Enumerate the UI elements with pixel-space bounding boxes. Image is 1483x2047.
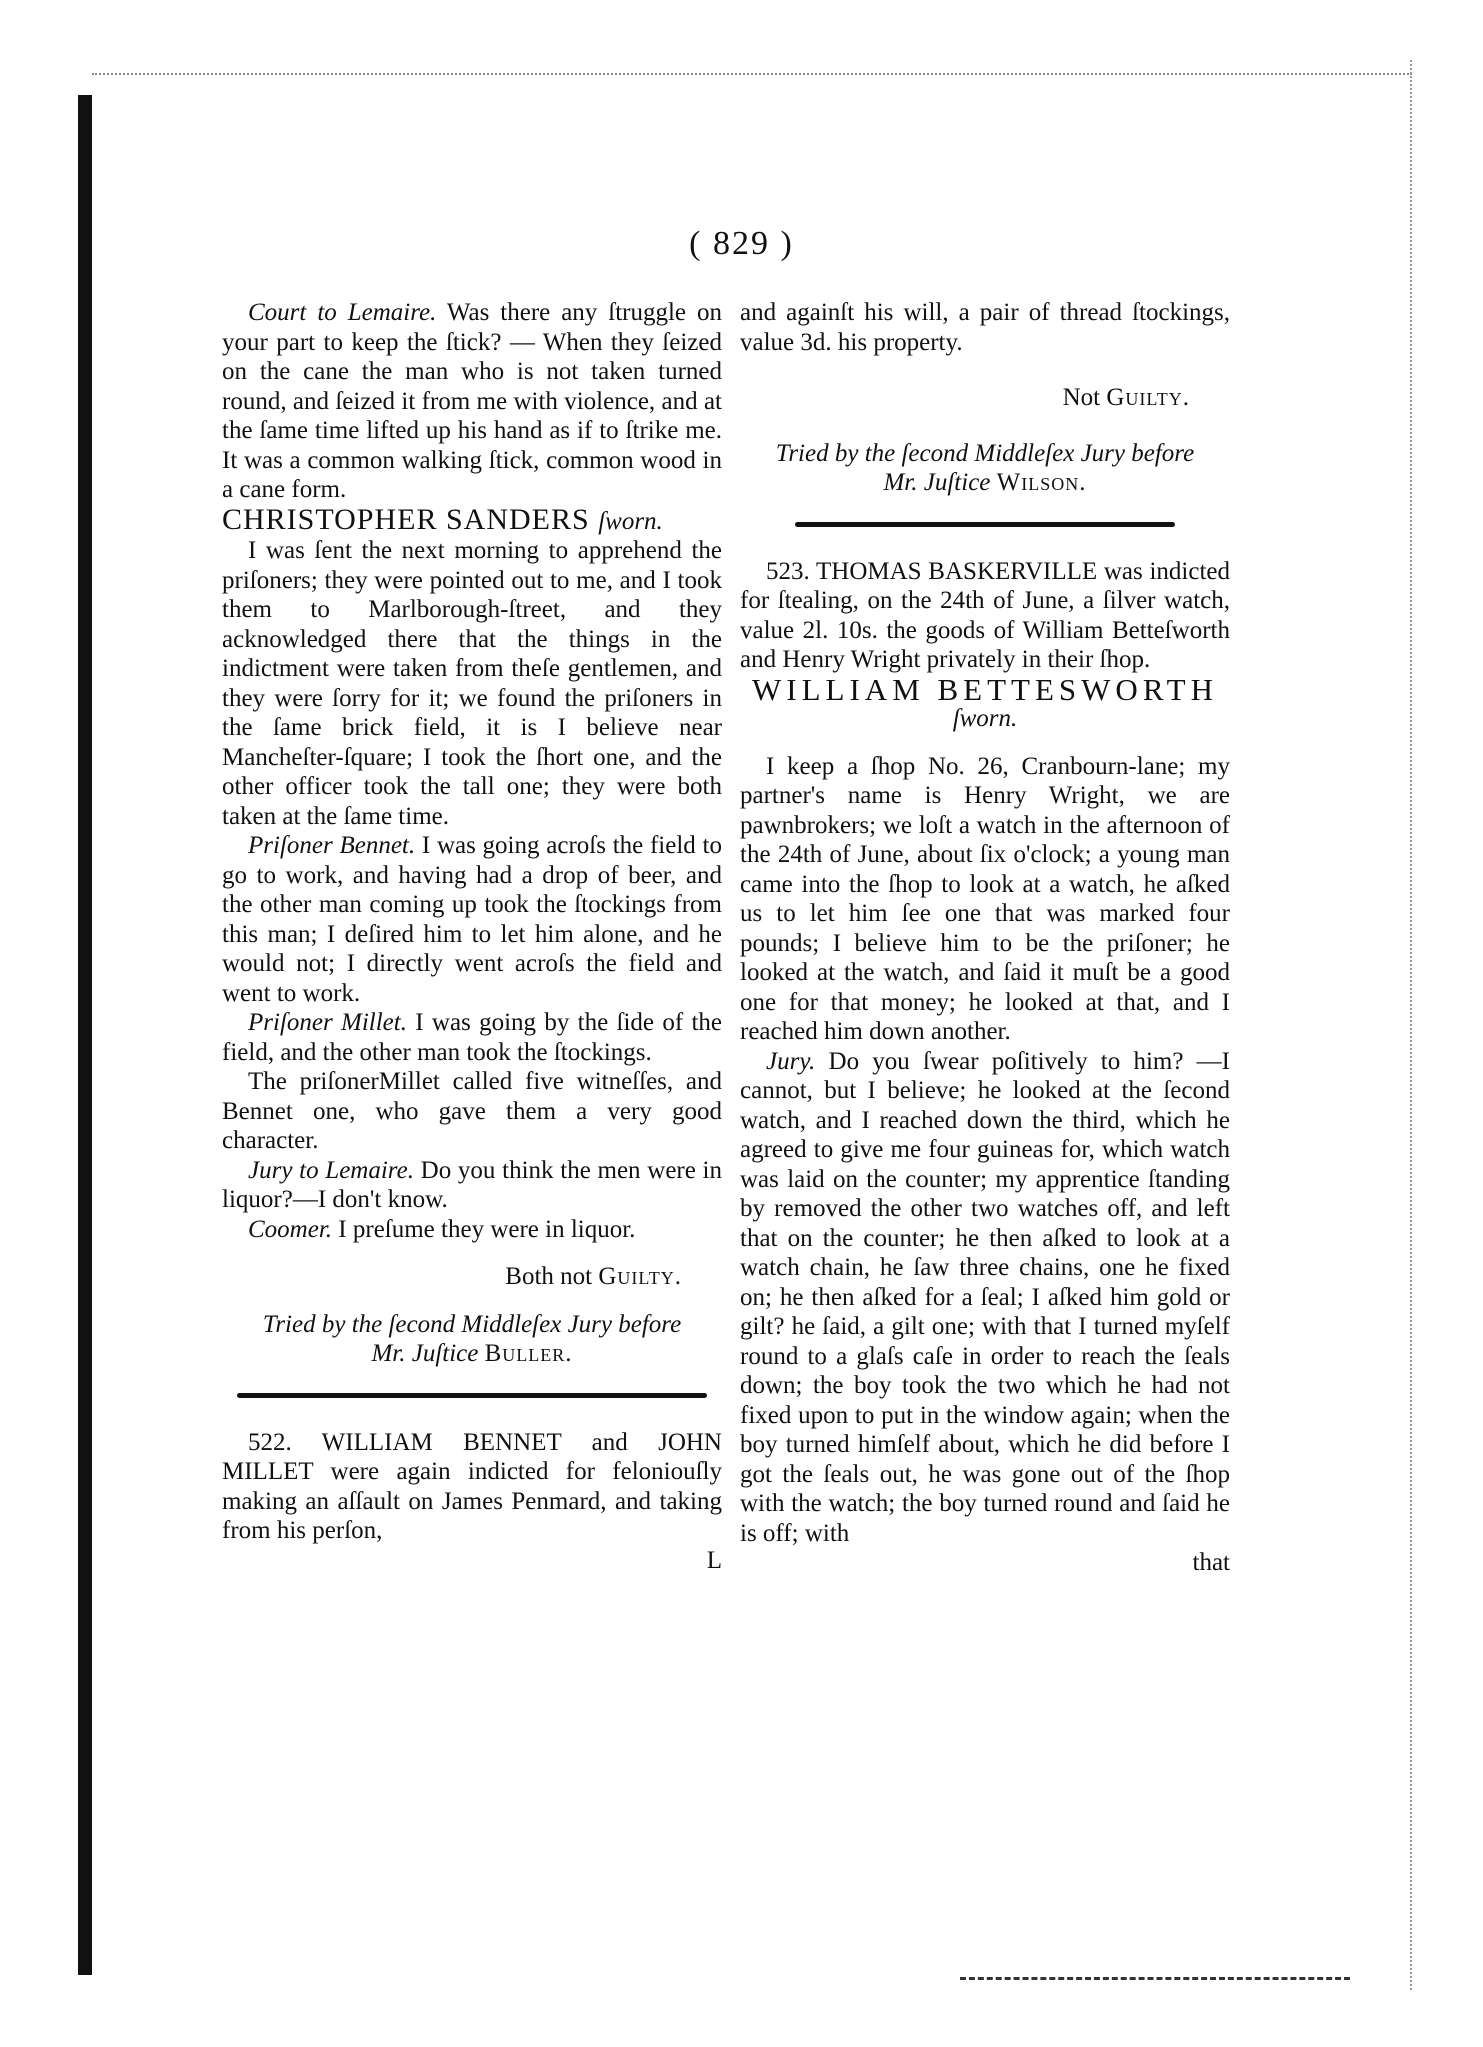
verdict-word: Guilty. — [598, 1263, 682, 1290]
section-divider — [237, 1393, 707, 1398]
witness-name: CHRISTOPHER SANDERS — [222, 502, 599, 536]
catchword: L — [706, 1546, 722, 1574]
page-number: ( 829 ) — [689, 225, 794, 262]
judge-name: Buller. — [484, 1340, 573, 1367]
speaker-label: Jury. — [766, 1047, 816, 1075]
witnesses-paragraph: The priſonerMillet called five witneſſes, and Bennet one, who gave them a very good character. — [222, 1068, 722, 1154]
continued-indictment-paragraph: and againſt his will, a pair of thread ſtockings, value 3d. his property. — [740, 299, 1230, 356]
verdict-word: Guilty. — [1106, 384, 1190, 411]
jury-question-paragraph — [222, 1156, 722, 1215]
testimony-paragraph: I was ſent the next morning to apprehend the priſoners; they were pointed out to me, and I took them to Marlborough-ſtreet, and they acknowledged there that the things in the indictment were taken from theſe gentlemen, and they were ſorry for it; we found the priſoners in the ſame brick field, it is I believe near Mancheſter-ſquare; I took the ſhort one, and the other officer took the tall one; they were both taken at the ſame time. — [222, 537, 722, 830]
judge-name: Wilson. — [996, 469, 1087, 496]
speaker-label: Jury to Lemaire. — [248, 1156, 414, 1184]
prisoner-millet-paragraph — [222, 1008, 722, 1067]
court-question-paragraph — [222, 298, 722, 505]
speaker-label: Priſoner Bennet. — [248, 832, 416, 859]
speaker-label: Court to Lemaire. — [248, 299, 437, 326]
verdict: Not Guilty. — [1062, 384, 1190, 411]
scan-edge-top — [92, 73, 1412, 75]
paragraph-text: I was going acroſs the field to go to work, and having had a drop of beer, and the other man coming up took the ſtockings from this man; I deſired him to let him alone, and he would not; I directly went acroſs the field and went to work. — [222, 832, 722, 1007]
testimony-paragraph: I keep a ſhop No. 26, Cranbourn-lane; my partner's name is Henry Wright, we are pawnbrokers; we loſt a watch in the afternoon of the 24th of June, about ſix o'clock; a young man came into the ſhop to look at a watch, he aſked us to let him ſee one that was marked four pounds; I believe him to be the priſoner; he looked at the watch, and ſaid it muſt be a good one for that money; he looked at that, and I reached him down another. — [740, 752, 1230, 1045]
scan-edge-left — [78, 95, 92, 1975]
speaker-label: Priſoner Millet. — [248, 1009, 407, 1036]
paragraph-text: I was going by the ſide of the field, and the other man took the ſtockings. — [222, 1009, 722, 1066]
right-column — [740, 298, 1230, 1578]
case-heading-paragraph: 523. THOMAS BASKERVILLE was indicted for ſtealing, on the 24th of June, a ſilver watch, value 2l. 10s. the goods of William Betteſworth and Henry Wright privately in their ſhop. — [740, 557, 1230, 673]
left-column — [222, 298, 722, 1575]
paragraph-text: Do you ſwear poſitively to him? —I cannot, but I believe; he looked at the ſecond watch, and I reached down the third, which he agreed to give me four guineas for, which watch was laid on the counter; my apprentice ſtanding by removed the other two watches off, and left that on the counter; he then aſked to look at a watch chain, he ſaw three chains, one he fixed on; he then aſked for a ſeal; I aſked him gold or gilt? he ſaid, a gilt one; with that I turned myſelf round to a glaſs caſe in order to reach the ſeals down; the boy took the two which he had not fixed upon to put in the window again; when the boy turned himſelf about, which he did before I got the ſeals out, he was gone out of the ſhop with the watch; the boy turned round and ſaid he is off; with — [740, 1047, 1230, 1547]
jury-question-paragraph — [740, 1047, 1230, 1549]
section-divider — [795, 522, 1175, 527]
tried-by-line: Tried by the ſecond Middleſex Jury before — [262, 1310, 682, 1338]
case-heading-paragraph: 522. WILLIAM BENNET and JOHN MILLET were again indicted for feloniouſly making an aſſault on James Penmard, and taking from his perſon, — [222, 1428, 722, 1544]
prisoner-bennet-paragraph — [222, 831, 722, 1008]
witness-name: WILLIAM BETTESWORTH — [752, 671, 1218, 707]
catchword: that — [1192, 1549, 1230, 1576]
verdict: Both not Guilty. — [505, 1263, 682, 1290]
sworn-label: ſworn. — [598, 507, 663, 535]
speaker-label: Coomer. — [248, 1215, 333, 1243]
judge-line: Mr. Juſtice Buller. — [371, 1340, 573, 1367]
scan-edge-right — [1410, 60, 1412, 1990]
paragraph-text: I preſume they were in liquor. — [332, 1215, 636, 1243]
tried-by-line: Tried by the ſecond Middleſex Jury before — [775, 439, 1195, 467]
paragraph-text: Was there any ſtruggle on your part to keep the ſtick? — When they ſeized on the cane the man who is not taken turned round, and ſeized it from me with violence, and at the ſame time lifted up his hand as if to ſtrike me. It was a common walking ſtick, common wood in a cane form. — [222, 299, 722, 503]
witness-heading — [222, 502, 722, 537]
paragraph-text: Do you think the men were in liquor?—I don't know. — [222, 1156, 722, 1213]
judge-line: Mr. Juſtice Wilson. — [883, 469, 1087, 496]
sworn-label: ſworn. — [952, 705, 1018, 732]
scan-edge-bottom — [960, 1977, 1350, 1980]
coomer-paragraph — [222, 1215, 722, 1245]
